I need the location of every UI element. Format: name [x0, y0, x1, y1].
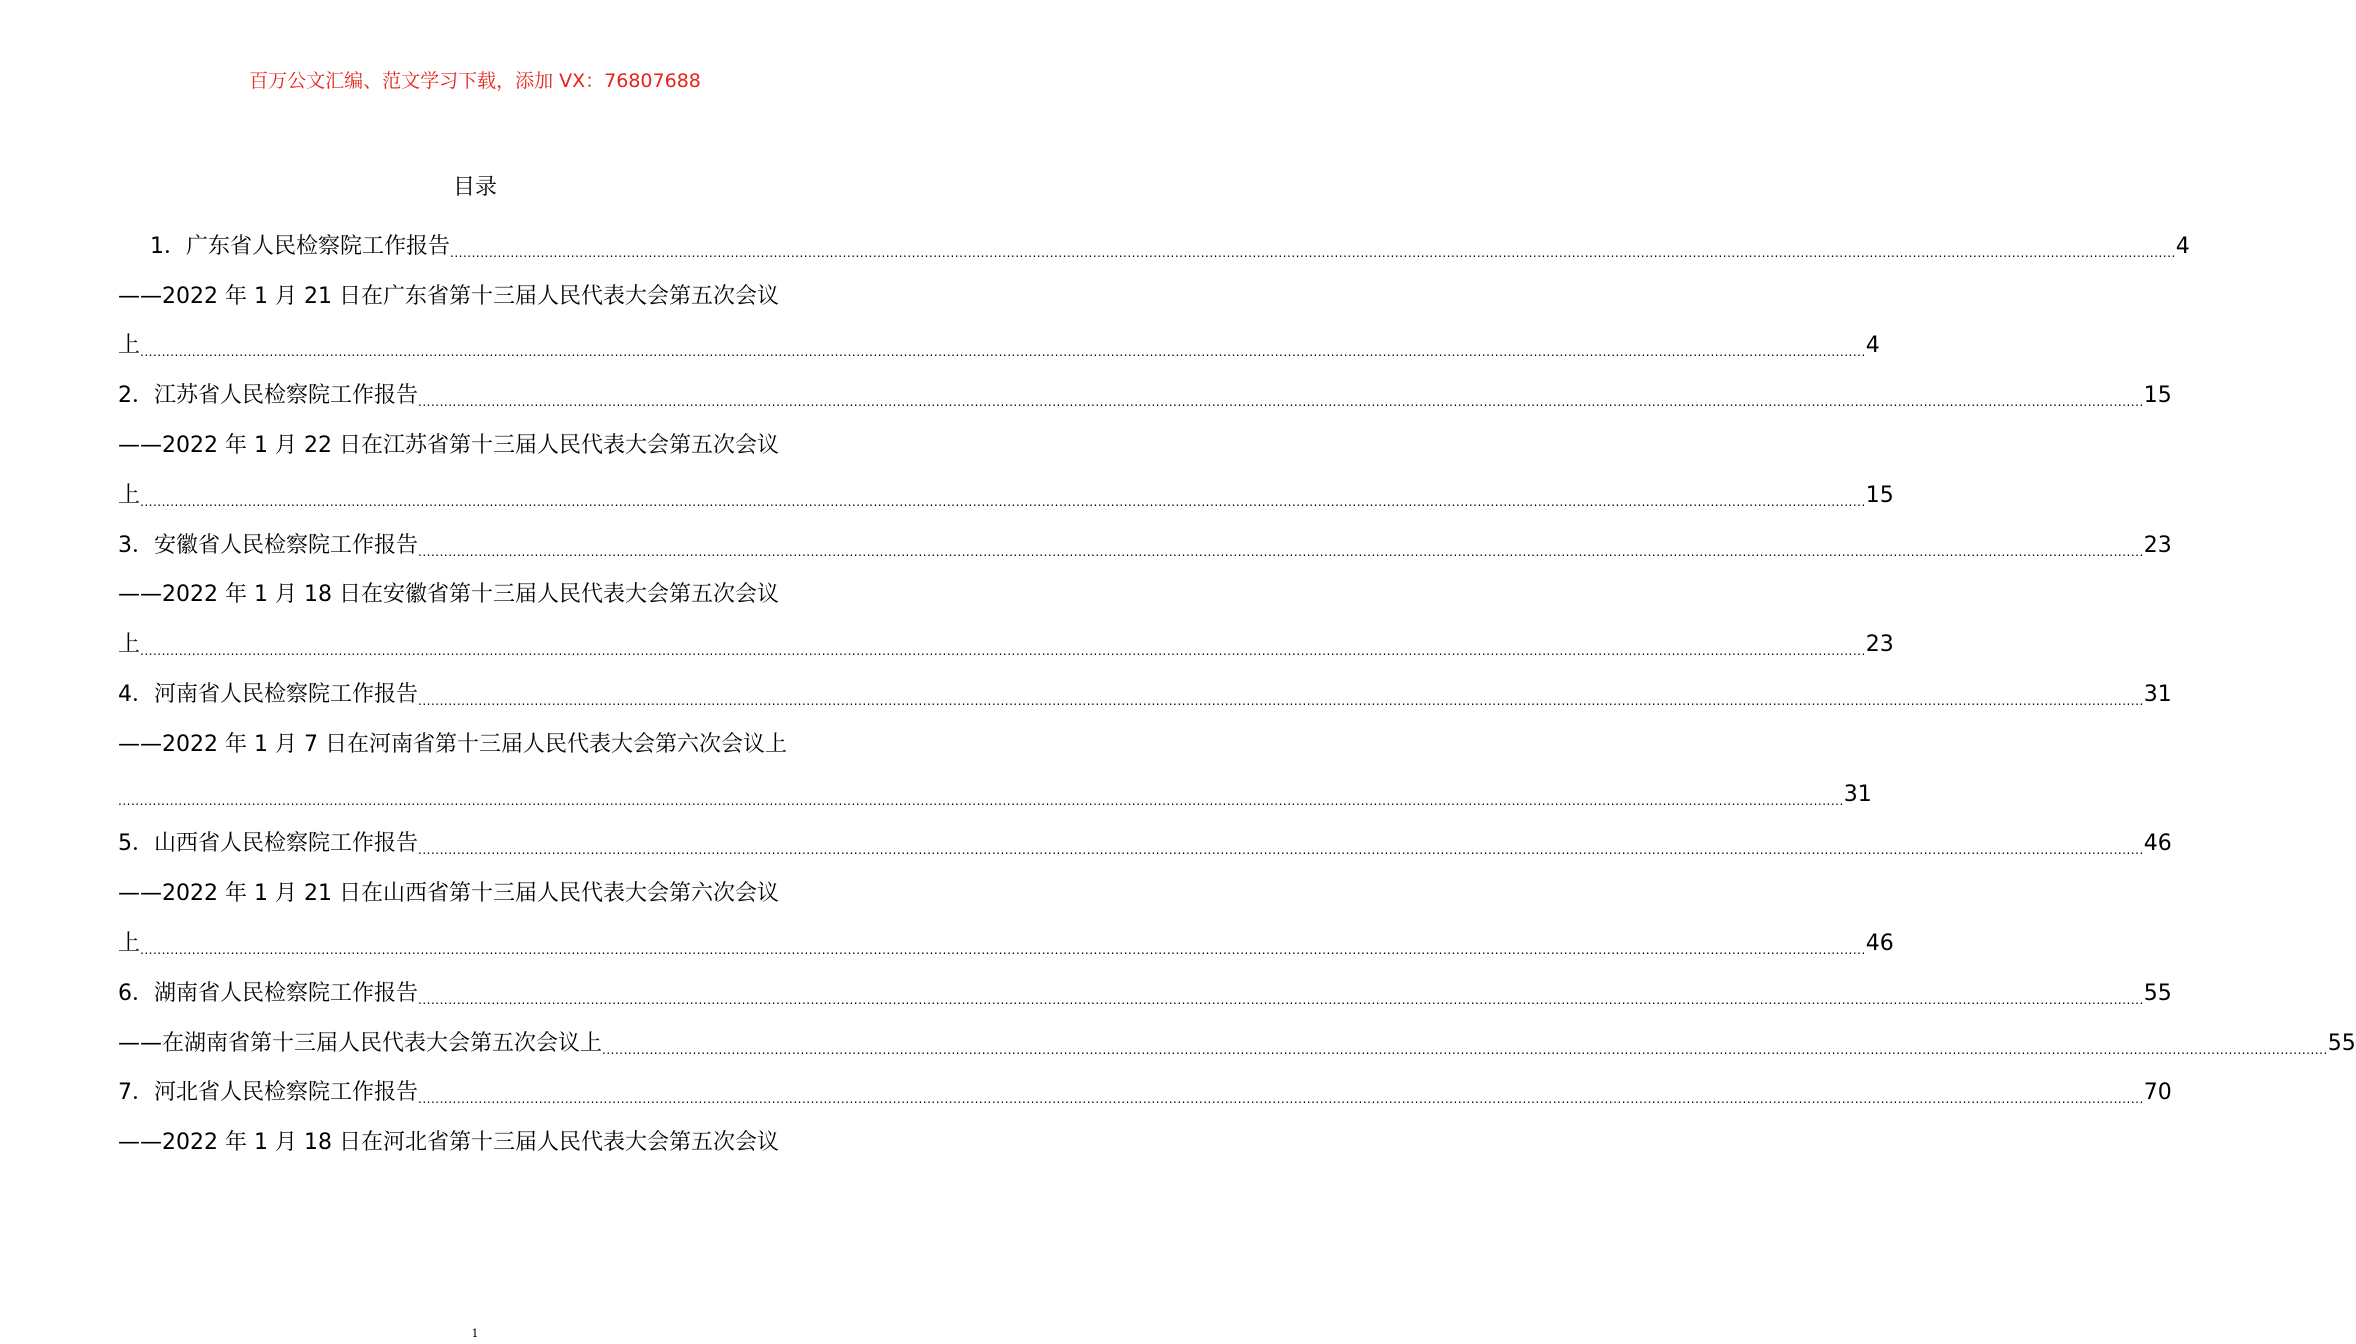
toc-page-number: 15: [2143, 383, 2172, 409]
toc-entry[interactable]: [118, 815, 2172, 865]
toc-entry[interactable]: [118, 765, 1872, 815]
toc-entry[interactable]: [118, 615, 1894, 665]
toc-entry-text: 7．河北省人民检察院工作报告: [118, 1080, 418, 1106]
toc-page-number: 4: [1865, 333, 1880, 359]
toc-page-number: 23: [2143, 532, 2172, 558]
toc-leader-dots: ................................................................................................................................................................................................................................................................................................................................................................................................................: [418, 395, 2144, 410]
toc-entry[interactable]: [118, 715, 833, 765]
toc-page-number: 55: [2143, 980, 2172, 1006]
toc-leader-dots: ................................................................................................................................................................................................................................................................................................................................................................................................................: [418, 1092, 2144, 1107]
toc-entry[interactable]: [118, 665, 2172, 715]
toc-entry-text: 上: [118, 333, 141, 359]
toc-entry-text: ——2022 年 1 月 18 日在河北省第十三届人民代表大会第五次会议: [118, 1130, 779, 1156]
toc-entry-text: ——2022 年 1 月 22 日在江苏省第十三届人民代表大会第五次会议: [118, 432, 779, 458]
toc-leader-dots: ................................................................................................................................................................................................................................................................................................................................................................................................................: [118, 793, 1844, 808]
toc-entry-text: 上: [118, 930, 141, 956]
toc-entry[interactable]: [118, 1064, 2172, 1114]
toc-entry[interactable]: [118, 466, 1894, 516]
toc-page-number: 31: [1843, 781, 1872, 807]
toc-entry[interactable]: [118, 416, 833, 466]
toc-entry[interactable]: [118, 1014, 2356, 1064]
toc-entry-text: ——2022 年 1 月 21 日在山西省第十三届人民代表大会第六次会议: [118, 881, 779, 907]
toc-leader-dots: ................................................................................................................................................................................................................................................................................................................................................................................................................: [140, 494, 1866, 509]
toc-entry-text: 2．江苏省人民检察院工作报告: [118, 383, 418, 409]
toc-entry-text: ——2022 年 1 月 18 日在安徽省第十三届人民代表大会第五次会议: [118, 582, 779, 608]
toc-entry[interactable]: [118, 516, 2172, 566]
toc-leader-dots: ................................................................................................................................................................................................................................................................................................................................................................................................................: [418, 544, 2144, 559]
toc-entry-text: 6．湖南省人民检察院工作报告: [118, 980, 418, 1006]
toc-leader-dots: ................................................................................................................................................................................................................................................................................................................................................................................................................: [140, 345, 1866, 360]
toc-entry-text: 4．河南省人民检察院工作报告: [118, 681, 418, 707]
toc-entry-text: 上: [118, 632, 141, 658]
toc-page-number: 46: [2143, 831, 2172, 857]
toc-leader-dots: ................................................................................................................................................................................................................................................................................................................................................................................................................: [140, 942, 1866, 957]
toc-page-number: 31: [2143, 681, 2172, 707]
toc-entry-text: ——在湖南省第十三届人民代表大会第五次会议上: [118, 1030, 603, 1056]
page-title: 目录: [452, 175, 497, 200]
toc-entry-text: ——2022 年 1 月 7 日在河南省第十三届人民代表大会第六次会议上: [118, 731, 787, 757]
toc-page-number: 55: [2327, 1030, 2356, 1056]
toc-entry-text: 3．安徽省人民检察院工作报告: [118, 532, 418, 558]
toc-leader-dots: ................................................................................................................................................................................................................................................................................................................................................................................................................: [450, 245, 2176, 260]
toc-leader-dots: ................................................................................................................................................................................................................................................................................................................................................................................................................: [602, 1042, 2328, 1057]
toc-entry[interactable]: [118, 864, 833, 914]
table-of-contents: [118, 217, 2356, 1163]
toc-leader-dots: ................................................................................................................................................................................................................................................................................................................................................................................................................: [140, 644, 1866, 659]
toc-page-number: 15: [1865, 482, 1894, 508]
toc-entry[interactable]: [118, 317, 1880, 367]
toc-page-number: 23: [1865, 632, 1894, 658]
toc-page-number: 46: [1865, 930, 1894, 956]
toc-entry[interactable]: [118, 566, 833, 616]
toc-leader-dots: ................................................................................................................................................................................................................................................................................................................................................................................................................: [418, 843, 2144, 858]
page-number: 1: [471, 1327, 479, 1340]
toc-entry[interactable]: [118, 217, 2190, 267]
toc-entry[interactable]: [118, 1113, 833, 1163]
toc-entry[interactable]: [118, 964, 2172, 1014]
toc-leader-dots: ................................................................................................................................................................................................................................................................................................................................................................................................................: [418, 693, 2144, 708]
toc-entry-text: 1．广东省人民检察院工作报告: [150, 233, 450, 259]
toc-entry-text: 上: [118, 482, 141, 508]
toc-entry[interactable]: [118, 914, 1894, 964]
toc-entry-text: ——2022 年 1 月 21 日在广东省第十三届人民代表大会第五次会议: [118, 283, 779, 309]
toc-entry[interactable]: [118, 366, 2172, 416]
toc-page-number: 4: [2175, 233, 2190, 259]
toc-entry-text: 5．山西省人民检察院工作报告: [118, 831, 418, 857]
watermark-banner: 百万公文汇编、范文学习下载，添加 VX：76807688: [249, 70, 701, 92]
toc-leader-dots: ................................................................................................................................................................................................................................................................................................................................................................................................................: [418, 992, 2144, 1007]
toc-entry[interactable]: [118, 267, 833, 317]
toc-page-number: 70: [2143, 1080, 2172, 1106]
